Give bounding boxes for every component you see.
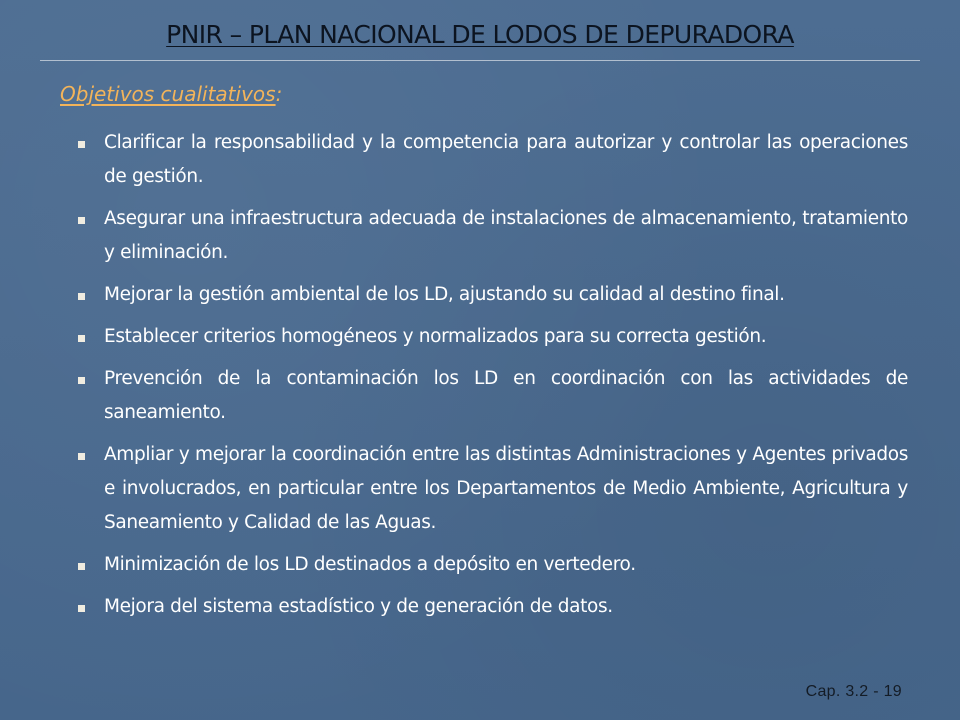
list-item [60,278,908,312]
square-bullet-icon [78,453,85,460]
list-item-text: Mejorar la gestión ambiental de los LD, ajustando su calidad al destino final. [104,284,785,305]
square-bullet-icon [78,141,85,148]
square-bullet-icon [78,217,85,224]
slide-title: PNIR – PLAN NACIONAL DE LODOS DE DEPURADORA [166,20,794,49]
list-item-text: Ampliar y mejorar la coordinación entre las distintas Administraciones y Agentes privados e involucrados, en particular entre los Departamentos de Medio Ambiente, Agricultura y Saneamiento y Calidad de las Aguas. [104,444,908,533]
square-bullet-icon [78,293,85,300]
square-bullet-icon [78,563,85,570]
list-item [60,590,908,624]
list-item [60,362,908,430]
list-item [60,320,908,354]
list-item [60,126,908,194]
list-item-text: Minimización de los LD destinados a depósito en vertedero. [104,554,636,575]
section-heading [60,82,282,106]
section-heading-text: Objetivos cualitativos [60,82,276,106]
section-heading-colon: : [275,82,283,106]
square-bullet-icon [78,605,85,612]
slide-number: Cap. 3.2 - 19 [805,683,902,700]
list-item [60,438,908,540]
list-item-text: Clarificar la responsabilidad y la competencia para autorizar y controlar las operaciones de gestión. [104,132,908,187]
square-bullet-icon [78,377,85,384]
objectives-list [60,126,908,632]
list-item [60,202,908,270]
title-divider [40,60,920,61]
list-item-text: Asegurar una infraestructura adecuada de instalaciones de almacenamiento, tratamiento y eliminación. [104,208,908,263]
list-item-text: Establecer criterios homogéneos y normalizados para su correcta gestión. [104,326,767,347]
list-item-text: Prevención de la contaminación los LD en coordinación con las actividades de saneamiento. [104,368,908,423]
list-item [60,548,908,582]
square-bullet-icon [78,335,85,342]
list-item-text: Mejora del sistema estadístico y de generación de datos. [104,596,613,617]
